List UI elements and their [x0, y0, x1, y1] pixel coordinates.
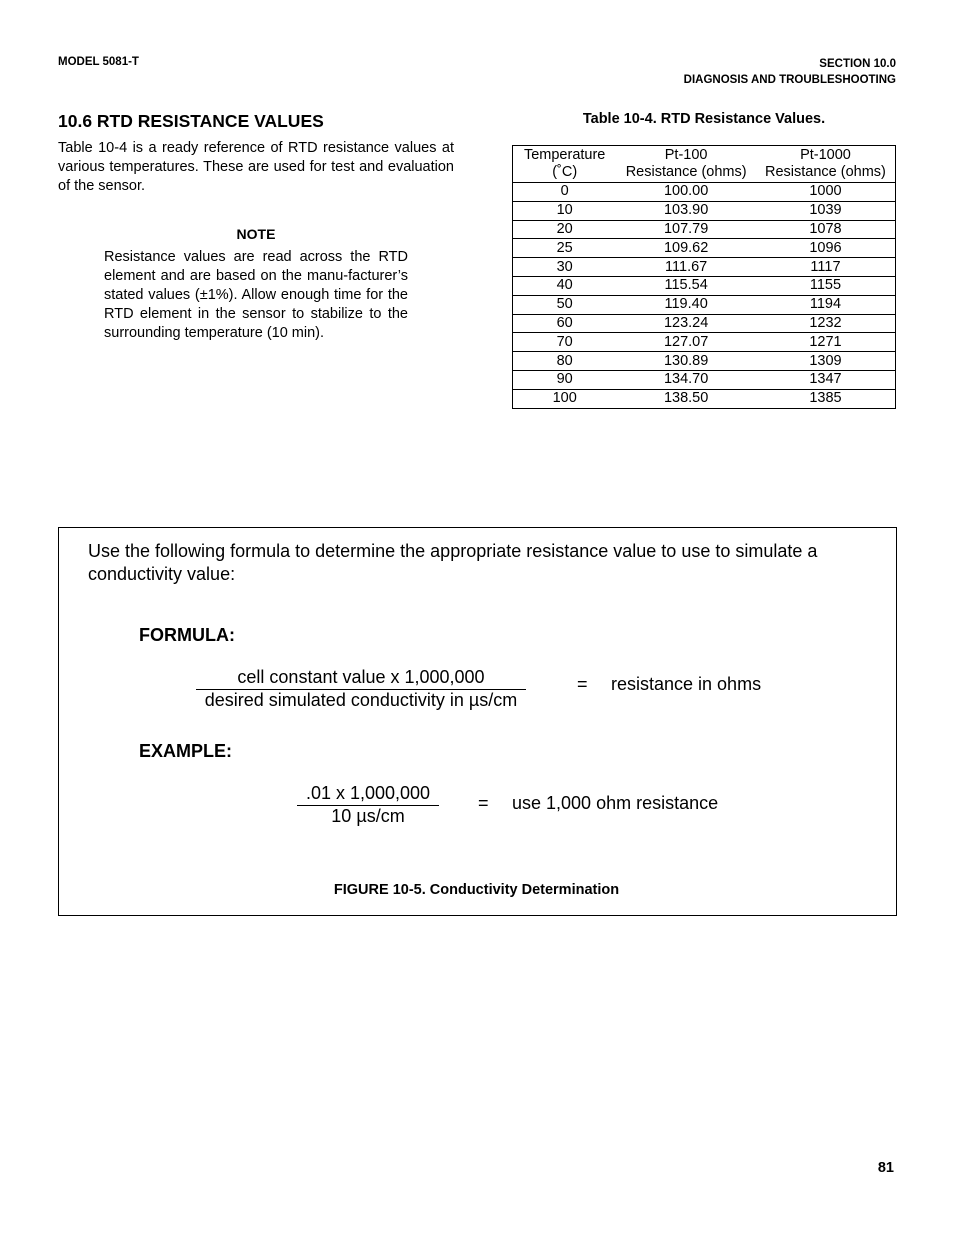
- pt100-cell: 107.79: [616, 220, 756, 239]
- table-header-row: [513, 146, 896, 183]
- temperature-cell: 40: [513, 276, 617, 295]
- formula-result: resistance in ohms: [611, 674, 762, 694]
- rtd-resistance-table: [512, 145, 896, 409]
- table-row: [513, 276, 896, 295]
- table-row: [513, 352, 896, 371]
- table-row: [513, 183, 896, 202]
- formula-label: FORMULA:: [139, 625, 235, 645]
- header-model: MODEL 5081-T: [58, 56, 139, 68]
- example-numerator: .01 x 1,000,000: [305, 783, 431, 803]
- temperature-cell: 70: [513, 333, 617, 352]
- column-header-line: Resistance (ohms): [765, 164, 886, 180]
- temperature-cell: 20: [513, 220, 617, 239]
- formula-equals: =: [577, 674, 588, 694]
- temperature-cell: 0: [513, 183, 617, 202]
- table-row: [513, 201, 896, 220]
- column-header-line: Pt-100: [664, 147, 708, 163]
- pt100-cell: 138.50: [616, 389, 756, 408]
- pt1000-cell: 1000: [756, 183, 896, 202]
- example-denominator: 10 µs/cm: [331, 806, 405, 826]
- header-section-number: SECTION 10.0: [819, 58, 896, 70]
- temperature-cell: 80: [513, 352, 617, 371]
- pt1000-cell: 1117: [756, 258, 896, 277]
- temperature-cell: 30: [513, 258, 617, 277]
- table-row: [513, 370, 896, 389]
- column-header-pt100: [616, 146, 756, 183]
- pt100-cell: 123.24: [616, 314, 756, 333]
- pt100-cell: 134.70: [616, 370, 756, 389]
- pt1000-cell: 1232: [756, 314, 896, 333]
- formula-numerator: cell constant value x 1,000,000: [237, 667, 485, 687]
- page-number: 81: [877, 1160, 894, 1176]
- pt1000-cell: 1194: [756, 295, 896, 314]
- table-body: [513, 183, 896, 409]
- table-row: [513, 314, 896, 333]
- pt1000-cell: 1078: [756, 220, 896, 239]
- table-row: [513, 295, 896, 314]
- pt100-cell: 103.90: [616, 201, 756, 220]
- column-header-line: Temperature: [523, 147, 606, 163]
- temperature-cell: 60: [513, 314, 617, 333]
- temperature-cell: 90: [513, 370, 617, 389]
- header-section-title: DIAGNOSIS AND TROUBLESHOOTING: [683, 74, 896, 86]
- pt100-cell: 109.62: [616, 239, 756, 258]
- table-title: Table 10-4. RTD Resistance Values.: [582, 111, 826, 127]
- pt100-cell: 100.00: [616, 183, 756, 202]
- pt100-cell: 127.07: [616, 333, 756, 352]
- pt1000-cell: 1155: [756, 276, 896, 295]
- pt1000-cell: 1309: [756, 352, 896, 371]
- figure-intro: Use the following formula to determine the appropriate resistance value to use to simulate a conductivity value:: [88, 541, 818, 584]
- pt1000-cell: 1385: [756, 389, 896, 408]
- temperature-cell: 25: [513, 239, 617, 258]
- section-heading: 10.6 RTD RESISTANCE VALUES: [58, 111, 324, 131]
- table-row: [513, 239, 896, 258]
- example-label: EXAMPLE:: [139, 741, 233, 761]
- example-result: use 1,000 ohm resistance: [512, 793, 719, 813]
- table-row: [513, 220, 896, 239]
- table-row: [513, 258, 896, 277]
- column-header-line: Pt-1000: [800, 147, 851, 163]
- pt1000-cell: 1347: [756, 370, 896, 389]
- pt100-cell: 119.40: [616, 295, 756, 314]
- figure-caption: FIGURE 10-5. Conductivity Determination: [333, 882, 620, 898]
- temperature-cell: 100: [513, 389, 617, 408]
- pt100-cell: 130.89: [616, 352, 756, 371]
- note-title: NOTE: [236, 226, 276, 242]
- intro-paragraph: Table 10-4 is a ready reference of RTD resistance values at various temperatures. These are used for test and evaluation of the sensor.: [58, 140, 454, 194]
- pt100-cell: 115.54: [616, 276, 756, 295]
- pt1000-cell: 1096: [756, 239, 896, 258]
- column-header-pt1000: [756, 146, 896, 183]
- column-header-temperature: [513, 146, 617, 183]
- table-row: [513, 389, 896, 408]
- example-equals: =: [478, 793, 489, 813]
- formula-denominator: desired simulated conductivity in µs/cm: [204, 690, 518, 710]
- temperature-cell: 50: [513, 295, 617, 314]
- pt1000-cell: 1039: [756, 201, 896, 220]
- pt1000-cell: 1271: [756, 333, 896, 352]
- header-section: [684, 56, 896, 88]
- column-header-line: Resistance (ohms): [625, 164, 747, 180]
- column-header-line: (˚C): [552, 164, 578, 180]
- temperature-cell: 10: [513, 201, 617, 220]
- note-body: Resistance values are read across the RTD element and are based on the manu-facturer’s stated values (±1%). Allow enough time for the RTD element in the sensor to stabilize to the surrounding temperature (10 min).: [104, 249, 408, 341]
- table-row: [513, 333, 896, 352]
- pt100-cell: 111.67: [616, 258, 756, 277]
